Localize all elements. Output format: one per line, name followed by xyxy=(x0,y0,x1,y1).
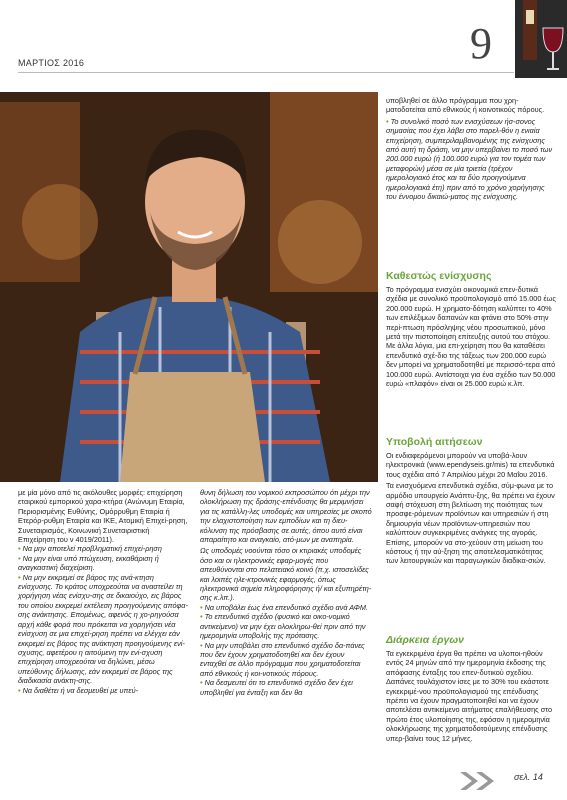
ypovoli-text-block xyxy=(386,451,556,566)
text-paragraph: με μία μόνο από τις ακόλουθες μορφές: επιχείρηση εταιρικού εμπορικού χαρα-κτήρα (Ανώνυμη Εταιρία, Περιορισμένης Ευθύνης, Ομόρρυθμη Εταιρία ή Ετερόρ-ρυθμη Εταιρία και ΙΚΕ, Ατομική Επιχεί-ρηση, Συνεταιρισμός, Κοινωνική Συνεταιριστική Επιχείρηση του ν 4019/2011). xyxy=(18,488,188,545)
text-paragraph: Τα ενισχυόμενα επενδυτικά σχέδια, σύμ-φωνα με το αρμόδιο υπουργείο Ανάπτυ-ξης, θα πρέπει να έχουν σαφή στόχευση στη βελτίωση της ποιότητας των προσφε-ρόμενων προϊόντων και υπηρεσιών ή στη δημιουργία νέων προϊόντων-υπηρεσιών που καλύπτουν συγκεκριμένες ανάγκες της αγοράς. Επίσης, μπορούν να στο-χεύουν στη μείωση του κόστους ή την αύ-ξηση της αποτελεσματικότητας των λειτουργικών και παραγωγικών διαδικα-σιών. xyxy=(386,481,555,566)
text-paragraph: Τα εγκεκριμένα έργα θα πρέπει να υλοποι-ηθούν εντός 24 μηνών από την ημερομηνία έκδοσης της απόφασης ένταξης του επεν-δυτικού σχεδίου. Δαπάνες τουλάχιστον ίσες με το 30% του εκάστοτε εγκεκριμέ-νου προϋπολογισμού της επένδυσης πρέπει να έχουν πραγματοποιηθεί και να έχουν αποτελέσει αντικείμενο αιτήματος επαλήθευσης στο πρώτο έτος υλοποίησης της, εφόσον η ημερομηνία ολοκλήρωσης της χρηματοδοτούμενης επένδυσης υπερ-βαίνει τους 12 μήνες. xyxy=(386,649,553,743)
wine-glass-logo xyxy=(515,0,567,78)
left-column xyxy=(18,488,188,695)
bullet-item: • Να μην εκκρεμεί σε βάρος της ανά-κτηση ενίσχυσης. Το κράτος υποχρεούται να αναστείλει τη χορήγηση νέας ενίσχυ-σης σε δικαιούχο, εις βάρος του οποίου εκκρεμεί εκτέλεση προηγούμενης απόφα-σης ανάκτησης. Επομένως, αφενός η χο-ρηγούσα αρχή κάθε φορά που πρόκειται να χορηγήσει νέα ενίσχυση σε μια επιχεί-ρηση πρέπει να ελέγχει εάν εκκρεμεί εις βάρος της ανάκτηση προηγούμενης ενί-σχυσης, αφετέρου η αιτούμενη την ενί-σχυση επιχείρηση υποχρεούται να δηλώνει, μέσω υπεύθυνης δήλωσης, εάν εκκρεμεί σε βάρος της διαδικασία ανάκτη-σης. xyxy=(18,573,188,686)
heading-diarkeia: Διάρκεια έργων xyxy=(386,634,464,646)
bullet-item: • Να μην υποβάλει στο επενδυτικό σχέδιο δα-πάνες που δεν έχουν χρηματοδοτηθεί και δεν έχουν ενταχθεί σε άλλο πρόγραμμα που χρηματοδοτείται από εθνικούς ή κοι-νοτικούς πόρους. xyxy=(200,641,372,679)
page-number: σελ. 14 xyxy=(514,772,543,782)
bullet-item: • Να δεσμευτεί ότι το επενδυτικό σχέδιο δεν έχει υποβληθεί για ένταξη και δεν θα xyxy=(200,678,372,697)
kathestos-text-block xyxy=(386,285,556,388)
brewer-photo xyxy=(0,92,378,482)
bullet-item: • Να μην αποτελεί προβληματική επιχεί-ρηση xyxy=(18,544,188,553)
text-paragraph: θυνη δήλωση του νομικού εκπροσώπου ότι μέχρι την ολοκλήρωση της δράσης-επένδυσης θα μεριμνήσει για τις κατάλλη-λες υποδομές και υπηρεσίες με σκοπό την ελαχιστοποίηση των εμποδίων και τη διευ-κόλυνση της πρόσβασης σε αυτές, όπου αυτό είναι απαραίτητο και αναγκαίο, ατό-μων με αναπηρία. xyxy=(200,488,372,545)
double-arrow-icon xyxy=(458,770,506,797)
heading-kathestos: Καθεστώς ενίσχυσης xyxy=(386,270,492,282)
bullet-item: • Να διαθέτει ή να δεσμευθεί με υπεύ- xyxy=(18,686,188,695)
text-paragraph: Το πρόγραμμα ενισχύει οικονομικά επεν-δυτικά σχέδια με συνολικό προϋπολογισμό από 15.000 έως 200.000 ευρώ. Η χρηματο-δότηση καλύπτει το 40% των επιλέξιμων δαπανών και φτάνει στο 50% στην περί-πτωση πρόσληψης νέου προσωπικού, μόνο μετά την πιστοποίηση επίτευξης αυτού του στόχου. Με άλλα λόγια, μια επι-χείρηση που θα καταθέσει επενδυτικό σχέ-διο της τάξεως των 200.000 ευρώ δεν μπορεί να χρηματοδοτηθεί με περισσό-τερα από 100.000 ευρώ. Αντίστοιχα για ένα σχέδιο των 50.000 ευρώ «πλαφόν» είναι οι 25.000 ευρώ κ.λπ. xyxy=(386,285,556,389)
header-rule xyxy=(18,72,514,73)
issue-date: ΜΑΡΤΙΟΣ 2016 xyxy=(18,58,85,68)
text-paragraph: Ως υποδομές νοούνται τόσο οι κτιριακές υποδομές όσο και οι ηλεκτρονικές εφαρ-μογές που απευθύνονται στο πελατειακό κοινό (π.χ. ιστοσελίδες και λοιπές ηλε-κτρονικές εφαρμογές, όπως ηλεκτρονικά σημεία πληροφόρησης ή/ και εξυπηρέτη-σης κ.λπ.). xyxy=(200,546,372,603)
bullet-item: • Να υποβάλει έως ένα επενδυτικό σχέδιο ανά ΑΦΜ. xyxy=(200,603,372,612)
bullet-item: • Το επενδυτικό σχέδιο (φυσικό και οικο-νομικό αντικείμενο) να μην έχει ολοκληρω-θεί πριν από την ημερομηνία υποβολής της πρότασης. xyxy=(200,612,372,640)
text-paragraph: Οι ενδιαφερόμενοι μπορούν να υποβά-λουν ηλεκτρονικά (www.ependyseis.gr/mis) τα επενδυτικά τους σχέδια από 7 Απριλίου μέχρι 20 Μαΐου 2016. xyxy=(386,451,555,479)
section-number: 9 xyxy=(470,19,492,68)
heading-ypovoli: Υποβολή αιτήσεων xyxy=(386,436,483,448)
middle-column xyxy=(200,488,372,697)
bullet-item: • Να μην είναι υπό πτώχευση, εκκαθάριση ή αναγκαστική διαχείριση. xyxy=(18,554,188,573)
text-paragraph: υποβληθεί σε άλλο πρόγραμμα που χρη-ματοδοτείται από εθνικούς ή κοινοτικούς πόρους. xyxy=(386,96,545,115)
bullet-item: • Το συνολικό ποσό των ενισχύσεων ήσ-σονος σημασίας που έχει λάβει στο παρελ-θόν η ενιαία επιχείρηση, συμπεριλαμβανομένης της ενίσχυσης από αυτή τη δράση, να μην υπερβαίνει το ποσό των 200.000 ευρώ (ή 100.000 ευρώ για τον τομέα των μεταφορών) μέσα σε μία τριετία (τρέχον ημερολογιακό έτος και τα δύο προηγούμενα ημερολογιακά έτη) πριν από το χρόνο χορήγησης του έννομου δικαιώ-ματος της ενίσχυσης. xyxy=(386,117,556,202)
right-column xyxy=(386,96,556,201)
diarkeia-text-block xyxy=(386,649,556,743)
